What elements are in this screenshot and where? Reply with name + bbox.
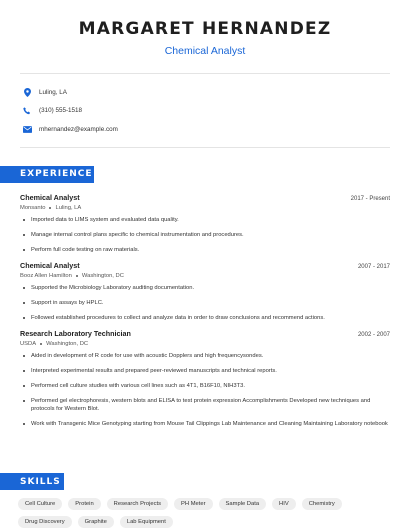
- skill-chip: Chemistry: [302, 498, 342, 510]
- skill-chip: Research Projects: [107, 498, 168, 510]
- job-title: Chemical Analyst: [20, 192, 80, 202]
- skills-section: [0, 473, 410, 530]
- bullet-item: Supported the Microbiology Laboratory auditing documentation.: [20, 284, 390, 292]
- company-name: Monsanto: [20, 204, 46, 211]
- contact-divider: [20, 147, 390, 148]
- bullet-item: Performed cell culture studies with various cell lines such as 4T1, B16F10, NIH3T3.: [20, 382, 390, 390]
- bullet-item: Interpreted experimental results and prepared peer-reviewed manuscripts and technical reports.: [20, 367, 390, 375]
- skill-chip: Protein: [68, 498, 100, 510]
- contact-info: [0, 74, 410, 147]
- location-text: Luling, LA: [39, 88, 68, 96]
- experience-section-heading: EXPERIENCE: [0, 166, 94, 183]
- experience-item: [20, 261, 390, 322]
- phone-icon: [22, 106, 32, 116]
- job-title: Chemical Analyst: [20, 260, 80, 270]
- email-text[interactable]: mhernandez@example.com: [39, 125, 118, 133]
- candidate-name: MARGARET HERNANDEZ: [78, 19, 332, 39]
- job-title: Research Laboratory Technician: [20, 328, 131, 338]
- experience-list: [0, 183, 410, 428]
- bullet-item: Support in assays by HPLC.: [20, 299, 390, 307]
- separator-dot: [40, 343, 42, 345]
- job-dates: 2002 - 2007: [357, 331, 390, 338]
- job-title-heading: Chemical Analyst: [164, 45, 246, 57]
- skill-chip: HIV: [272, 498, 296, 510]
- resume-header: [0, 0, 410, 57]
- company-location: Washington, DC: [81, 272, 124, 279]
- bullet-item: Aided in development of R code for use with acoustic Dopplers and high frequencysondes.: [20, 352, 390, 360]
- experience-item: [20, 193, 390, 254]
- skill-chip: Sample Data: [219, 498, 267, 510]
- bullet-item: Perform full code testing on raw materials.: [20, 246, 390, 254]
- skill-chip: Drug Discovery: [18, 516, 72, 528]
- bullet-item: Performed gel electrophoresis, western blots and ELISA to test protein expression Accomplishments Developed new techniques and protocols for Western Blot.: [20, 397, 390, 413]
- skill-chip: PH Meter: [174, 498, 212, 510]
- bullet-item: Followed established procedures to collect and analyze data in order to draw conclusions and recommend actions.: [20, 314, 390, 322]
- map-pin-icon: [22, 87, 32, 97]
- envelope-icon: [22, 124, 32, 134]
- contact-location: [22, 83, 410, 101]
- separator-dot: [49, 207, 51, 209]
- company-location: Luling, LA: [55, 204, 82, 211]
- bullet-item: Imported data to LIMS system and evaluated data quality.: [20, 216, 390, 224]
- job-dates: 2007 - 2017: [357, 263, 390, 270]
- contact-email: [22, 120, 410, 138]
- company-name: USDA: [20, 340, 37, 347]
- separator-dot: [76, 275, 78, 277]
- experience-item: [20, 329, 390, 428]
- job-dates: 2017 - Present: [350, 195, 390, 202]
- company-location: Washington, DC: [46, 340, 89, 347]
- skill-chip: Lab Equipment: [120, 516, 173, 528]
- contact-phone: [22, 102, 410, 120]
- bullet-item: Work with Transgenic Mice Genotyping starting from Mouse Tail Clippings Lab Maintenance and Cleaning Maintaining Laboratory notebook: [20, 420, 390, 428]
- skills-list: [0, 490, 410, 530]
- company-name: Booz Allen Hamilton: [20, 272, 72, 279]
- phone-text: (310) 555-1518: [39, 107, 83, 114]
- skill-chip: Graphite: [78, 516, 114, 528]
- bullet-item: Manage internal control plans specific to chemical instrumentation and procedures.: [20, 231, 390, 239]
- skill-chip: Cell Culture: [18, 498, 62, 510]
- skills-section-heading: SKILLS: [0, 473, 64, 490]
